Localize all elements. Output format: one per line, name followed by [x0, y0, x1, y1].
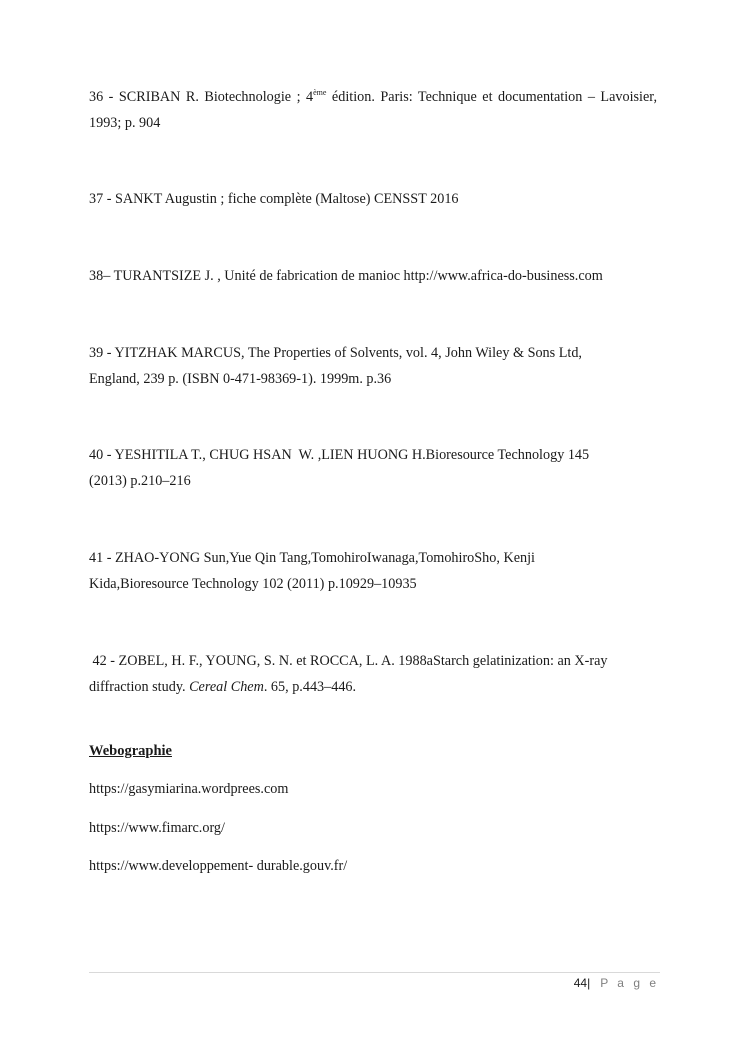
- reference-42-line-1: 42 - ZOBEL, H. F., YOUNG, S. N. et ROCCA, L. A. 1988aStarch gelatinization: an X-ray: [89, 653, 608, 669]
- reference-37: 37 - SANKT Augustin ; fiche complète (Maltose) CENSST 2016: [89, 191, 459, 207]
- reference-36-text-end: édition. Paris: Technique et documentation – Lavoisier, 1993; p. 904: [89, 89, 657, 131]
- reference-41: [89, 545, 657, 597]
- webography-link[interactable]: https://www.developpement- durable.gouv.fr/: [89, 858, 348, 874]
- reference-36-superscript: ème: [313, 88, 327, 97]
- reference-39-line-2: England, 239 p. (ISBN 0-471-98369-1). 1999m. p.36: [89, 371, 392, 387]
- page-number: 44: [573, 976, 588, 990]
- reference-39: [89, 340, 657, 392]
- reference-38: 38– TURANTSIZE J. , Unité de fabrication de manioc http://www.africa-do-business.com: [89, 268, 603, 284]
- reference-39-line-1: 39 - YITZHAK MARCUS, The Properties of Solvents, vol. 4, John Wiley & Sons Ltd,: [89, 345, 582, 361]
- reference-42-text: diffraction study.: [89, 679, 190, 695]
- reference-42-details: . 65, p.443–446.: [263, 679, 357, 695]
- reference-40: [89, 442, 657, 494]
- page-footer: [574, 975, 659, 991]
- footer-separator: |: [587, 976, 591, 990]
- reference-40-line-1: 40 - YESHITILA T., CHUG HSAN W. ,LIEN HUONG H.Bioresource Technology 145: [89, 447, 590, 463]
- reference-41-line-1: 41 - ZHAO-YONG Sun,Yue Qin Tang,TomohiroIwanaga,TomohiroSho, Kenji: [89, 550, 535, 566]
- reference-40-line-2: (2013) p.210–216: [89, 473, 191, 489]
- reference-42-line-2: [89, 674, 657, 700]
- webography-link[interactable]: https://www.fimarc.org/: [89, 820, 225, 836]
- reference-42-journal: Cereal Chem: [189, 679, 264, 695]
- webography-link[interactable]: https://gasymiarina.wordprees.com: [89, 781, 289, 797]
- webography-heading: Webographie: [89, 743, 172, 759]
- footer-divider: [89, 972, 660, 973]
- page-label: P a g e: [600, 976, 659, 990]
- reference-42: [89, 648, 657, 700]
- reference-36: [89, 84, 657, 136]
- reference-41-line-2: Kida,Bioresource Technology 102 (2011) p.10929–10935: [89, 576, 417, 592]
- reference-36-text-start: 36 - SCRIBAN R. Biotechnologie ; 4: [89, 89, 314, 105]
